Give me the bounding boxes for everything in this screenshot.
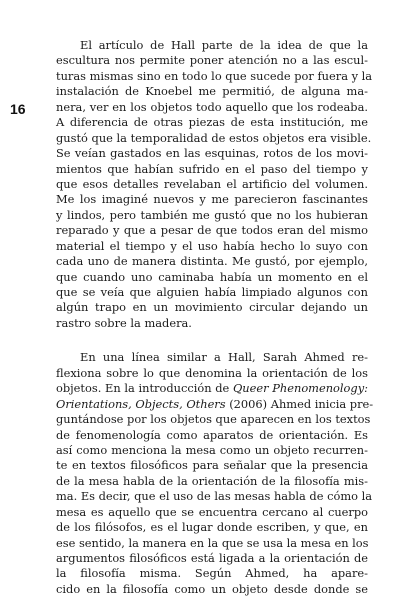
text-line: y lindos, pero también me gustó que no los hubieran [56,207,368,222]
text-line: rastro sobre la madera. [56,315,192,330]
paragraph-gap [56,331,368,350]
text-line: Se veían gastados en las esquinas, rotos de los movi- [56,146,368,161]
text-line: te en textos filosóficos para señalar que la presencia [56,458,368,473]
text-line: gustó que la temporalidad de estos objetos era visible. [56,130,372,145]
text-line: cada uno de manera distinta. Me gustó, por ejemplo, [56,254,368,269]
text-line: flexiona sobre lo que denomina la orientación de los [56,365,368,380]
text-line [56,381,368,396]
text-line: mesa es aquello que se encuentra cercano al cuerpo [56,504,368,519]
text-line: El artículo de Hall parte de la idea de que la [80,38,368,52]
text-line: argumentos filosóficos está ligada a la orientación de [56,551,368,565]
text-line: que esos detalles revelaban el artificio del volumen. [56,176,368,191]
text-line: material el tiempo y el uso había hecho lo suyo con [56,238,368,253]
text-line: así como menciona la mesa como un objeto recurren- [56,442,368,457]
text-line: de la mesa habla de la orientación de la filosofía mis- [56,473,368,488]
text-line: ese sentido, la manera en la que se usa la mesa en los [56,535,369,550]
text-run: (2006) Ahmed inicia pre- [225,396,374,411]
paragraph-2 [56,350,374,597]
text-line: guntándose por los objetos que aparecen en los textos [56,412,371,427]
text-line: reparado y que a pesar de que todos eran del mismo [56,223,368,238]
text-line: turas mismas sino en todo lo que sucede por fuera y la [56,68,373,83]
text-line: de los filósofos, es el lugar donde escriben, y que, en [56,520,368,535]
text-line [56,396,374,412]
page-number: 16 [10,101,26,117]
text-line: que cuando uno caminaba había un momento en el [56,269,368,284]
book-title: Orientations, Objects, Others [56,396,226,411]
text-line: escultura nos permite poner atención no a las escul- [56,53,368,68]
text-line: algún trapo en un movimiento circular dejando un [56,300,368,315]
paragraph-1 [56,38,373,331]
text-line: la filosofía misma. Según Ahmed, ha apare- [56,566,368,581]
text-column [56,38,374,597]
text-line: En una línea similar a Hall, Sarah Ahmed re- [80,350,368,365]
text-line: nera, ver en los objetos todo aquello que los rodeaba. [56,99,368,114]
text-line: de fenomenología como aparatos de orientación. Es [56,427,368,442]
text-line: cido en la filosofía como un objeto desde donde se [56,581,368,596]
text-line: que se veía que alguien había limpiado algunos con [56,285,368,299]
text-line: mientos que habían sufrido en el paso del tiempo y [56,161,368,176]
text-line: ma. Es decir, que el uso de las mesas habla de cómo la [56,489,373,504]
text-run: objetos. En la introducción de [56,381,233,396]
text-line: A diferencia de otras piezas de esta institución, me [56,115,368,130]
text-line: instalación de Knoebel me permitió, de alguna ma- [56,84,368,99]
text-line: Me los imaginé nuevos y me parecieron fascinantes [56,192,368,207]
book-title: Queer Phenomenology: [232,381,368,396]
